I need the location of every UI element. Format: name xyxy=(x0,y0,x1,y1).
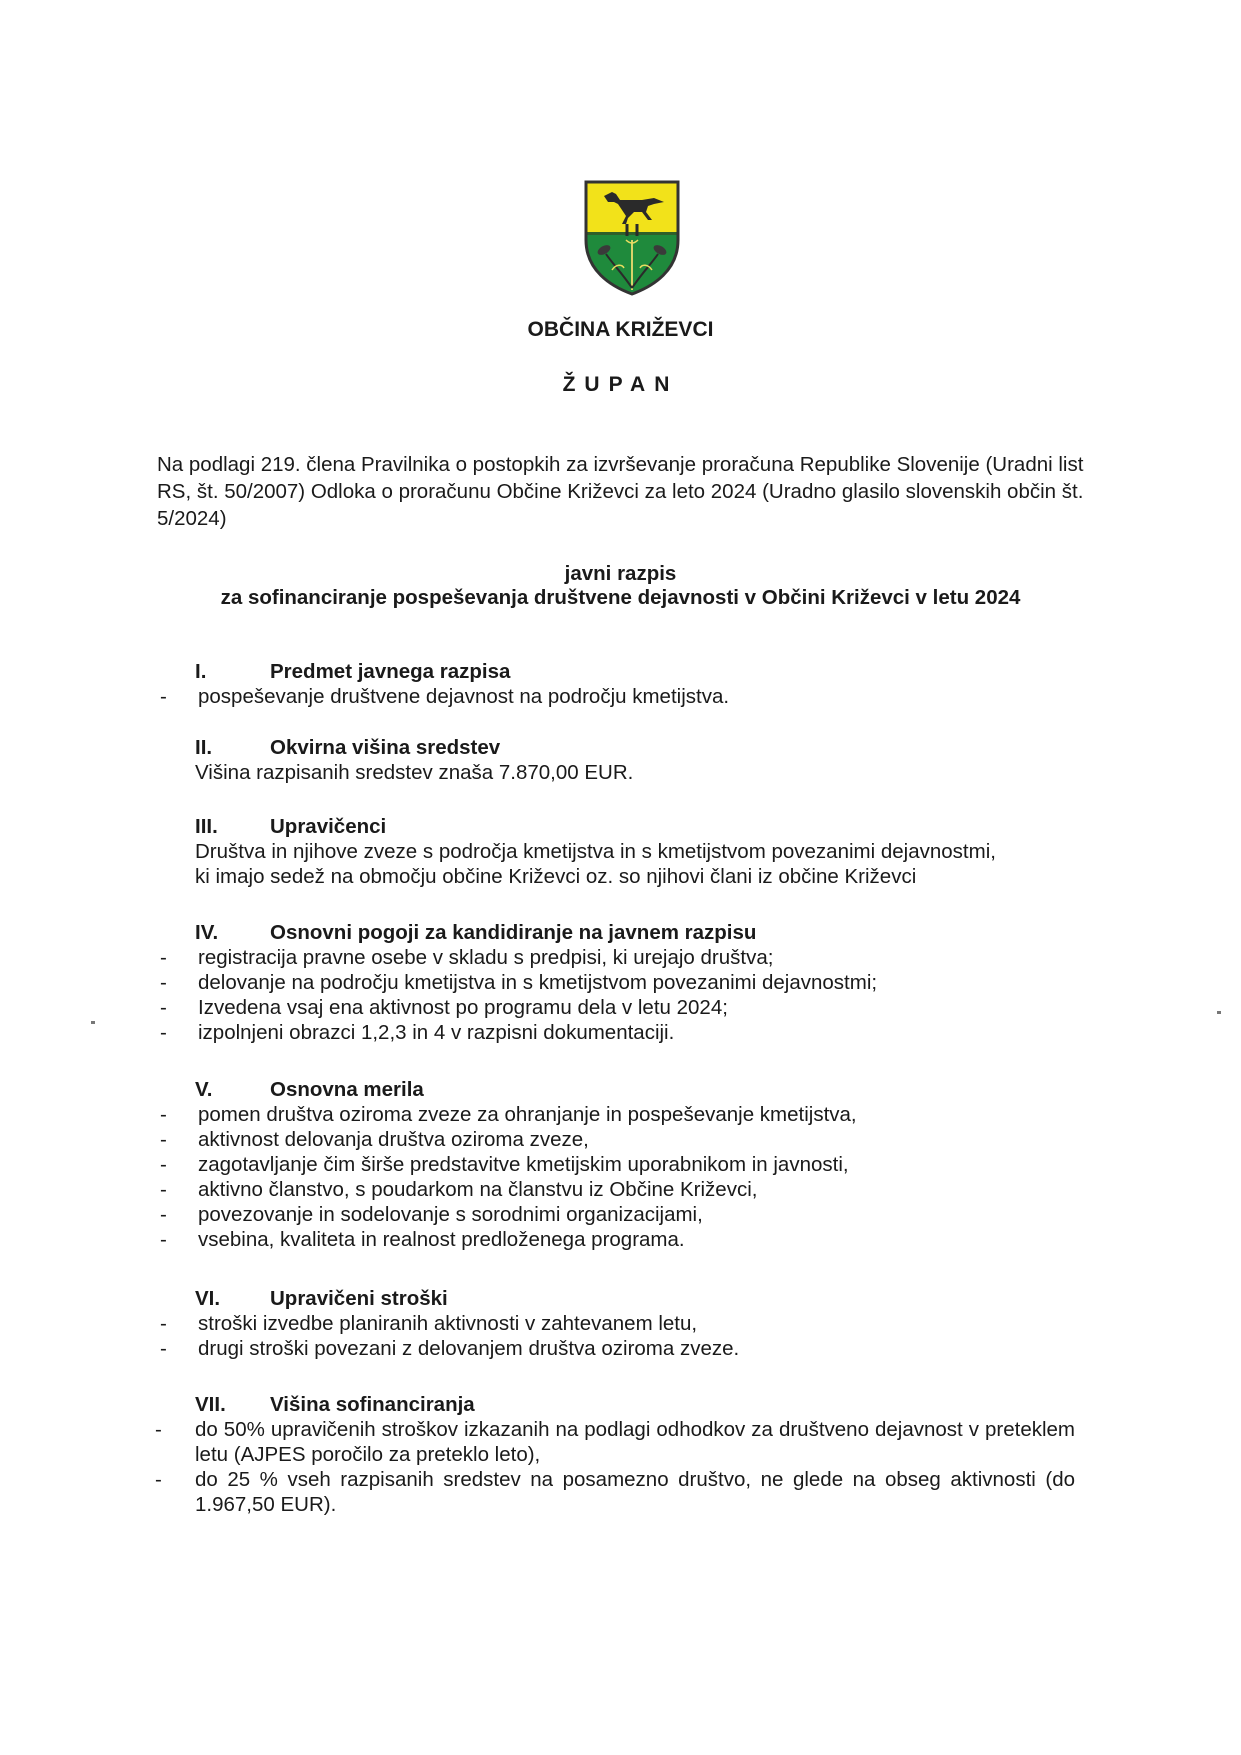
list-item-text: povezovanje in sodelovanje s sorodnimi organizacijami, xyxy=(198,1203,703,1226)
section-5 xyxy=(160,1077,1115,1252)
bullet-dash: - xyxy=(160,1203,167,1226)
section-number: IV. xyxy=(195,921,219,944)
list-item xyxy=(160,1102,1115,1127)
list-item xyxy=(160,1127,1115,1152)
official-role: ŽUPAN xyxy=(562,373,679,396)
document-title: javni razpis xyxy=(564,562,677,585)
section-title: Upravičenci xyxy=(270,815,387,838)
section-heading xyxy=(195,920,1115,945)
list-item xyxy=(160,1202,1115,1227)
section-heading xyxy=(195,1077,1115,1102)
list-item-text: do 50% upravičenih stroškov izkazanih na podlagi odhodkov za društveno dejavnost v preteklem letu (AJPES poročilo za preteklo leto), xyxy=(195,1418,1075,1466)
list-item-text: aktivno članstvo, s poudarkom na članstvu iz Občine Križevci, xyxy=(198,1178,758,1201)
list-item-text: zagotavljanje čim širše predstavitve kmetijskim uporabnikom in javnosti, xyxy=(198,1153,849,1176)
section-1 xyxy=(160,659,1115,709)
list-item-text: pospeševanje društvene dejavnost na področju kmetijstva. xyxy=(198,685,730,708)
bullet-dash: - xyxy=(160,946,167,969)
list-item xyxy=(160,1336,1115,1361)
section-title: Osnovni pogoji za kandidiranje na javnem razpisu xyxy=(270,921,757,944)
section-title: Upravičeni stroški xyxy=(270,1287,448,1310)
section-heading xyxy=(195,659,1115,684)
section-number: II. xyxy=(195,736,213,759)
section-3 xyxy=(195,814,1155,889)
list-item-text: do 25 % vseh razpisanih sredstev na posamezno društvo, ne glede na obseg aktivnosti (do 1.967,50 EUR). xyxy=(195,1468,1075,1516)
bullet-dash: - xyxy=(155,1468,162,1491)
bullet-dash: - xyxy=(160,1312,167,1335)
document-subtitle: za sofinanciranje pospeševanja društvene dejavnosti v Občini Križevci v letu 2024 xyxy=(220,586,1021,609)
bullet-dash: - xyxy=(160,971,167,994)
section-number: VI. xyxy=(195,1287,221,1310)
list-item-text: registracija pravne osebe v skladu s predpisi, ki urejajo društva; xyxy=(198,946,774,969)
section-6 xyxy=(160,1286,1115,1361)
legal-basis-paragraph: Na podlagi 219. člena Pravilnika o postopkih za izvrševanje proračuna Republike Slovenije (Uradni list RS, št. 50/2007) Odloka o proračunu Občine Križevci za leto 2024 (Uradno glasilo slovenskih občin št. 5/2024) xyxy=(157,453,1084,530)
section-heading xyxy=(195,814,1155,839)
bullet-dash: - xyxy=(160,1228,167,1251)
list-item xyxy=(160,970,1115,995)
section-text-line: ki imajo sedež na območju občine Križevci oz. so njihovi člani iz občine Križevci xyxy=(195,865,917,888)
scan-mark xyxy=(91,1021,95,1024)
section-heading xyxy=(195,735,1115,760)
bullet-dash: - xyxy=(160,1178,167,1201)
section-7 xyxy=(155,1392,1115,1517)
bullet-dash: - xyxy=(160,1153,167,1176)
section-title: Višina sofinanciranja xyxy=(270,1393,475,1416)
section-number: V. xyxy=(195,1078,213,1101)
list-item xyxy=(160,1177,1115,1202)
list-item xyxy=(160,1227,1115,1252)
section-number: I. xyxy=(195,660,207,683)
list-item-text: delovanje na področju kmetijstva in s kmetijstvom povezanimi dejavnostmi; xyxy=(198,971,878,994)
list-item-text: stroški izvedbe planiranih aktivnosti v zahtevanem letu, xyxy=(198,1312,698,1335)
municipal-coat-of-arms-icon xyxy=(582,178,682,298)
bullet-dash: - xyxy=(160,685,167,708)
list-item xyxy=(160,1020,1115,1045)
section-title: Predmet javnega razpisa xyxy=(270,660,511,683)
list-item-text: aktivnost delovanja društva oziroma zveze, xyxy=(198,1128,589,1151)
section-heading xyxy=(195,1392,1115,1417)
organization-name: OBČINA KRIŽEVCI xyxy=(527,318,714,341)
section-text-line: Društva in njihove zveze s področja kmetijstva in s kmetijstvom povezanimi dejavnostmi, xyxy=(195,840,996,863)
scan-mark xyxy=(1217,1011,1221,1014)
list-item-text: izpolnjeni obrazci 1,2,3 in 4 v razpisni dokumentaciji. xyxy=(198,1021,675,1044)
bullet-dash: - xyxy=(160,1103,167,1126)
bullet-dash: - xyxy=(160,1128,167,1151)
section-title: Osnovna merila xyxy=(270,1078,424,1101)
list-item xyxy=(155,1467,1115,1517)
bullet-dash: - xyxy=(160,1337,167,1360)
bullet-dash: - xyxy=(160,996,167,1019)
section-text: Višina razpisanih sredstev znaša 7.870,00 EUR. xyxy=(195,761,634,784)
section-title: Okvirna višina sredstev xyxy=(270,736,501,759)
bullet-dash: - xyxy=(155,1418,162,1441)
list-item xyxy=(160,684,1115,709)
list-item-text: drugi stroški povezani z delovanjem društva oziroma zveze. xyxy=(198,1337,740,1360)
list-item-text: pomen društva oziroma zveze za ohranjanje in pospeševanje kmetijstva, xyxy=(198,1103,857,1126)
bullet-dash: - xyxy=(160,1021,167,1044)
list-item xyxy=(160,1311,1115,1336)
list-item xyxy=(160,945,1115,970)
section-4 xyxy=(160,920,1115,1045)
list-item xyxy=(155,1417,1115,1467)
section-number: VII. xyxy=(195,1393,226,1416)
list-item-text: Izvedena vsaj ena aktivnost po programu dela v letu 2024; xyxy=(198,996,728,1019)
list-item xyxy=(160,995,1115,1020)
list-item-text: vsebina, kvaliteta in realnost predloženega programa. xyxy=(198,1228,685,1251)
section-number: III. xyxy=(195,815,218,838)
section-heading xyxy=(195,1286,1115,1311)
section-2 xyxy=(195,735,1115,785)
list-item xyxy=(160,1152,1115,1177)
